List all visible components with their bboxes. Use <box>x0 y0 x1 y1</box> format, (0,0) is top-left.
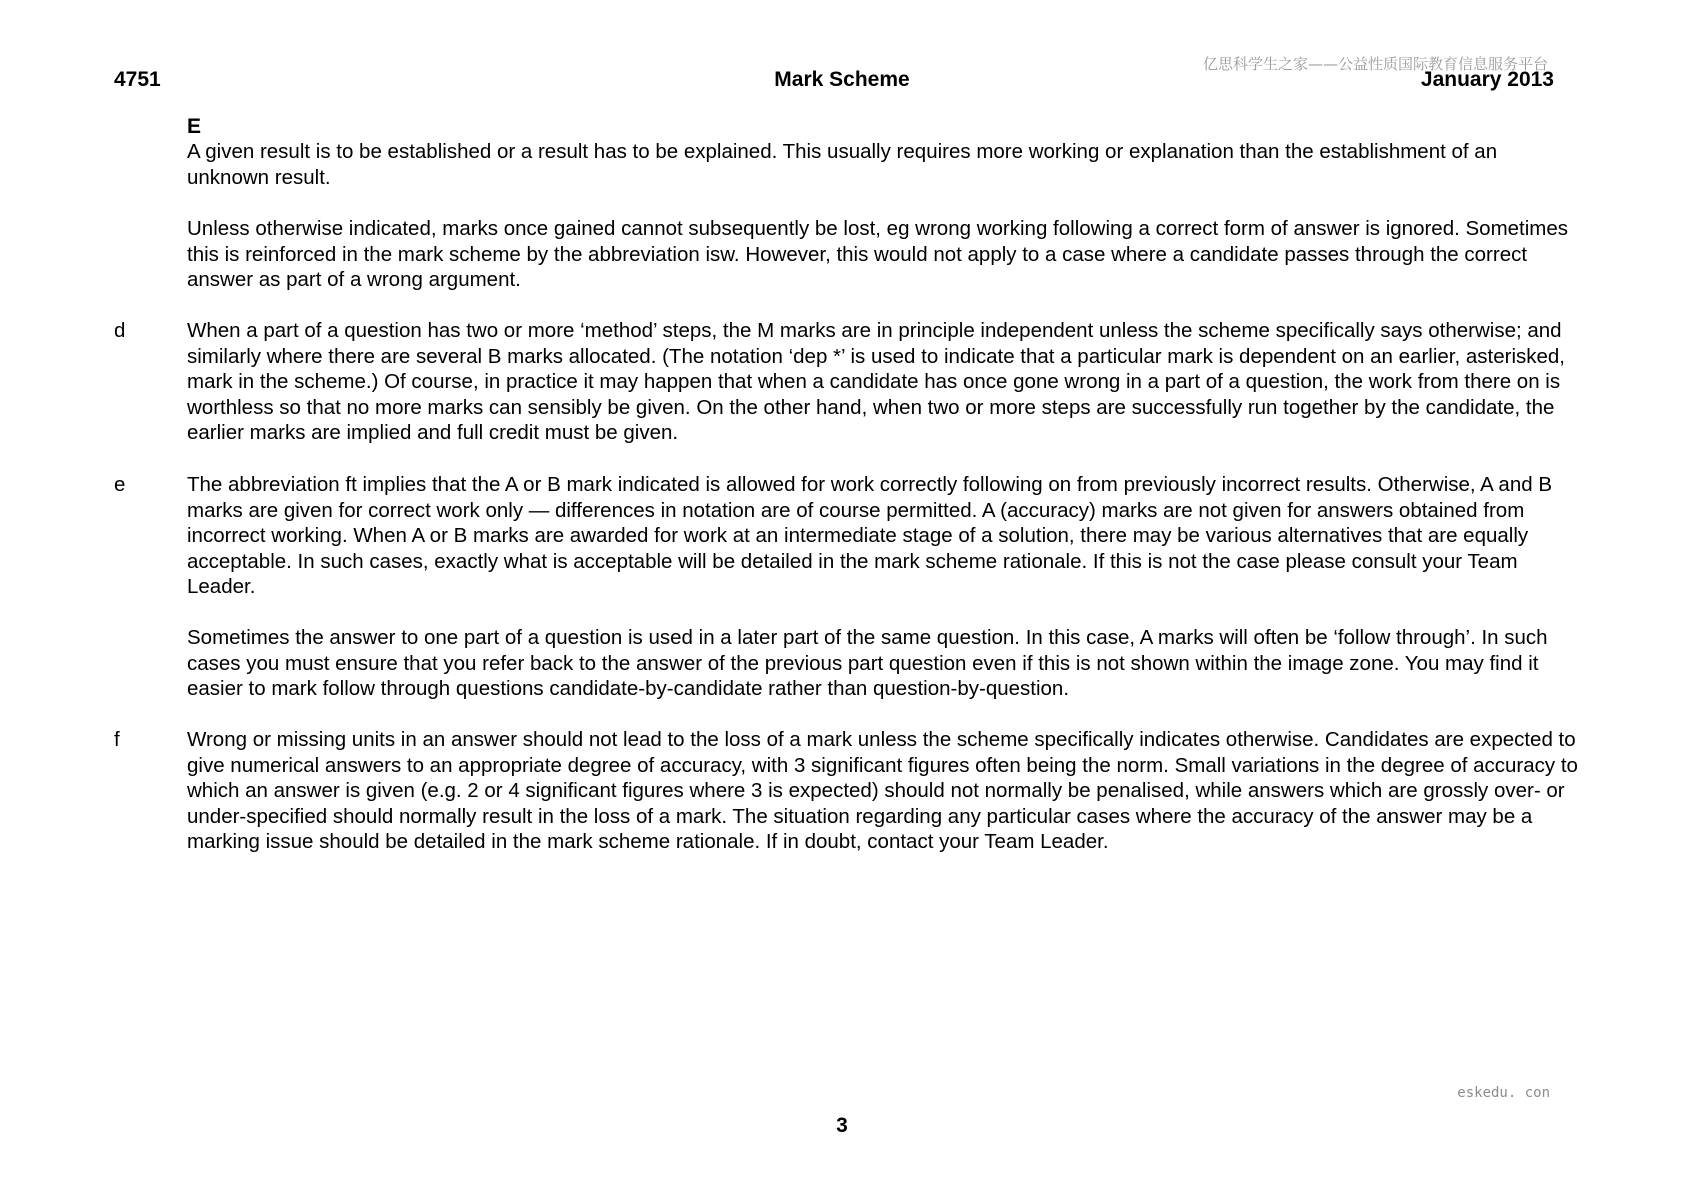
page-number: 3 <box>836 1114 848 1137</box>
paragraph-text: A given result is to be established or a result has to be explained. This usually requires more working or explanation than the establishment of an unknown result. <box>187 140 1498 189</box>
paragraph-text: The abbreviation ft implies that the A or B mark indicated is allowed for work correctly following on from previously incorrect results. Otherwise, A and B marks are given for correct work only — differences in notation are of course permitted. A (accuracy) marks are not given for answers obtained from incorrect working. When A or B marks are awarded for work at an intermediate stage of a solution, there may be various alternatives that are equally acceptable. In such cases, exactly what is acceptable will be detailed in the mark scheme rationale. If this is not the case please consult your Team Leader. <box>187 473 1552 598</box>
document-code: 4751 <box>114 68 161 91</box>
paragraph-d-method-steps <box>114 318 1584 446</box>
paragraph-letter: d <box>114 319 126 342</box>
paragraph-text: Sometimes the answer to one part of a question is used in a later part of the same question. In this case, A marks will often be ‘follow through’. In such cases you must ensure that you refer back to the answer of the previous part question even if this is not shown within the image zone. You may find it easier to mark follow through questions candidate-by-candidate rather than question-by-question. <box>187 626 1548 700</box>
paragraph-given-result <box>114 139 1584 190</box>
section-heading-e: E <box>187 115 202 138</box>
paragraph-later-part <box>114 625 1584 702</box>
paragraph-letter: e <box>114 473 126 496</box>
document-date: January 2013 <box>1420 68 1554 91</box>
paragraph-e-follow-through <box>114 472 1584 600</box>
paragraph-text: Unless otherwise indicated, marks once gained cannot subsequently be lost, eg wrong working following a correct form of answer is ignored. Sometimes this is reinforced in the mark scheme by the abbreviation isw. However, this would not apply to a case where a candidate passes through the correct answer as part of a wrong argument. <box>187 217 1569 291</box>
paragraph-isw <box>114 216 1584 293</box>
paragraph-text: When a part of a question has two or more ‘method’ steps, the M marks are in principle independent unless the scheme specifically says otherwise; and similarly where there are several B marks allocated. (The notation ‘dep *’ is used to indicate that a particular mark is dependent on an earlier, asterisked, mark in the scheme.) Of course, in practice it may happen that when a candidate has once gone wrong in a part of a question, the work from there on is worthless so that no more marks can sensibly be given. On the other hand, when two or more steps are successfully run together by the candidate, the earlier marks are implied and full credit must be given. <box>187 319 1565 444</box>
paragraph-letter: f <box>114 728 120 751</box>
header-watermark: 亿思科学生之家——公益性质国际教育信息服务平台 <box>1202 55 1548 73</box>
paragraph-f-units <box>114 727 1584 855</box>
document-title: Mark Scheme <box>774 68 910 91</box>
footer-site-mark: eskedu. con <box>1457 1085 1550 1101</box>
paragraph-text: Wrong or missing units in an answer should not lead to the loss of a mark unless the scheme specifically indicates otherwise. Candidates are expected to give numerical answers to an appropriate degree of accuracy, with 3 significant figures often being the norm. Small variations in the degree of accuracy to which an answer is given (e.g. 2 or 4 significant figures where 3 is expected) should not normally be penalised, while answers which are grossly over- or under-specified should normally result in the loss of a mark. The situation regarding any particular cases where the accuracy of the answer may be a marking issue should be detailed in the mark scheme rationale. If in doubt, contact your Team Leader. <box>187 728 1578 853</box>
